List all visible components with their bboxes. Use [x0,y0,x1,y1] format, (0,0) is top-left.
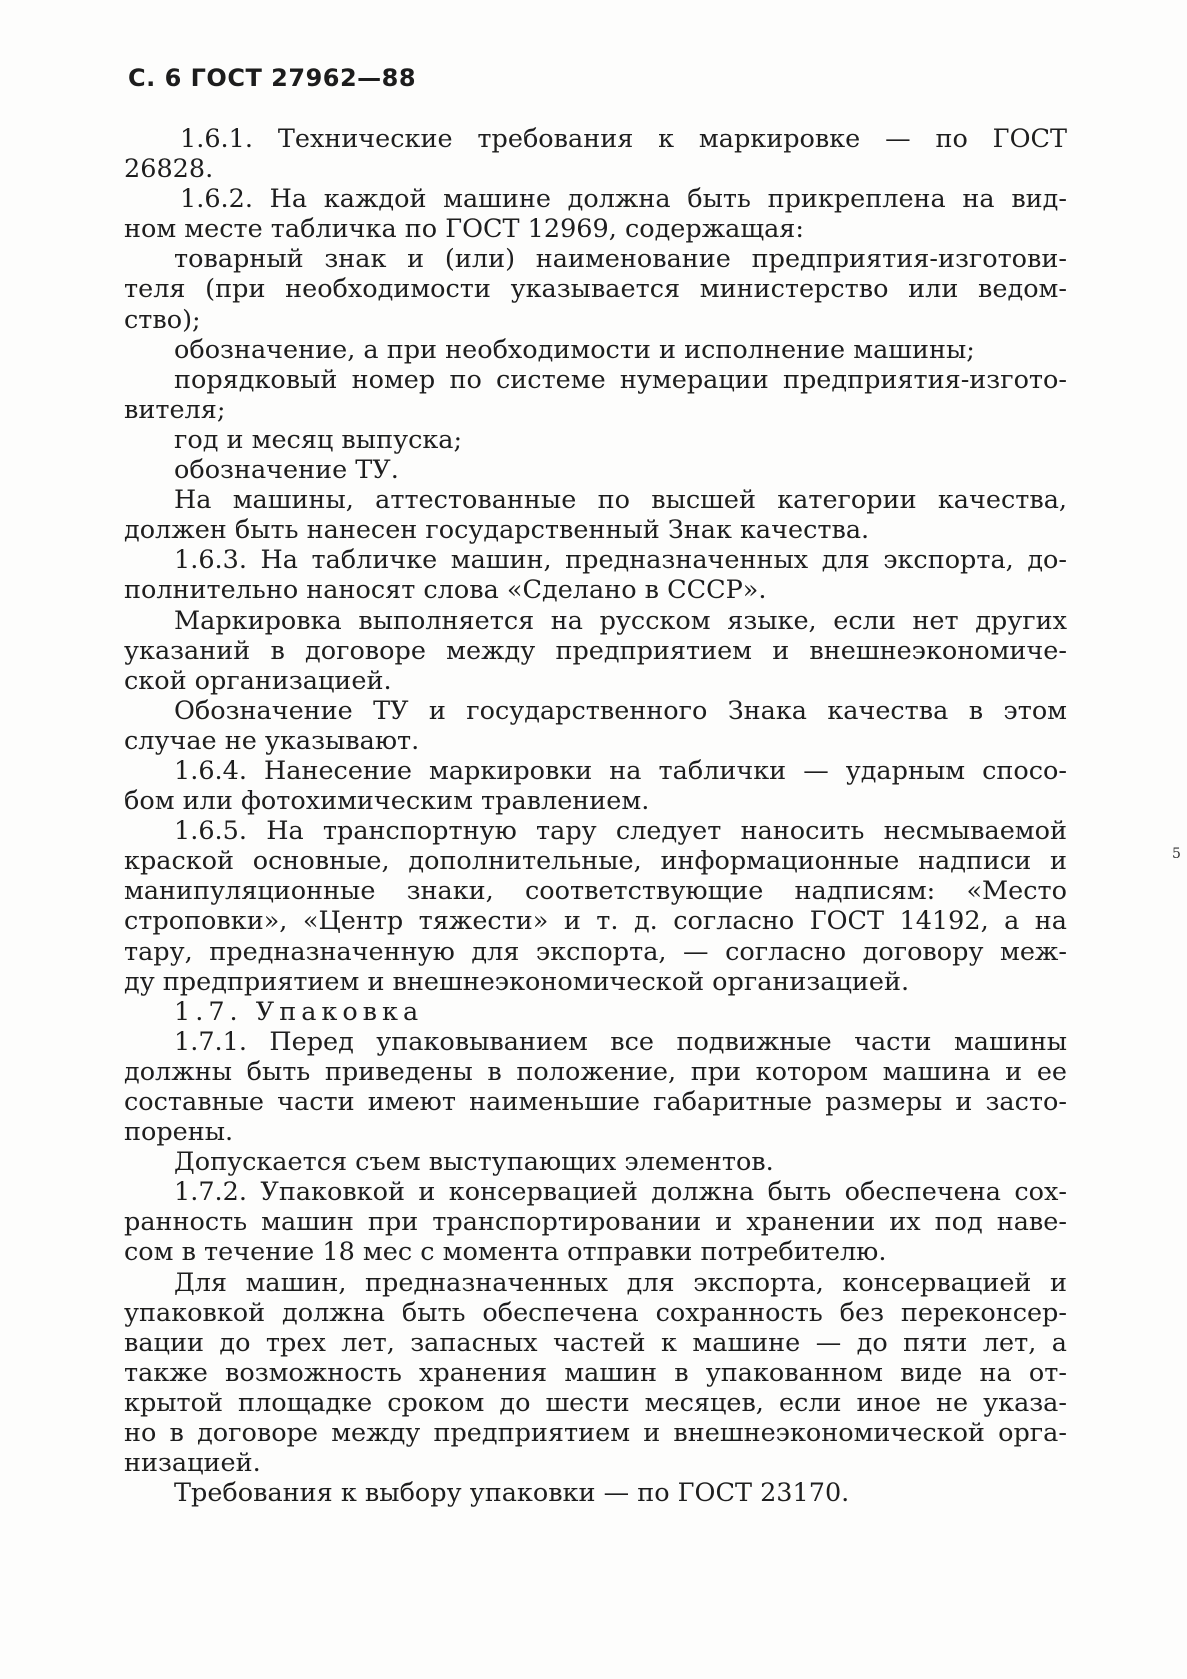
text-line: вации до трех лет, запасных частей к машине — до пяти лет, а [124,1327,1067,1358]
text-line: 1.6.3. На табличке машин, предназначенных для экспорта, до- [174,545,1067,576]
text-line: год и месяц выпуска; [174,424,463,455]
text-line: 1.6.4. Нанесение маркировки на таблички — ударным спосо- [174,755,1067,786]
text-line: 1.6.2. На каждой машине должна быть прикреплена на вид- [180,184,1067,215]
page-header: С. 6 ГОСТ 27962—88 [128,64,417,92]
text-line: обозначение ТУ. [174,455,399,486]
text-line: низацией. [124,1448,261,1479]
text-line: теля (при необходимости указывается министерство или ведом- [124,274,1067,305]
text-line: бом или фотохимическим травлением. [124,786,650,817]
text-line: товарный знак и (или) наименование предприятия-изготови- [174,244,1067,275]
text-line: строповки», «Центр тяжести» и т. д. согласно ГОСТ 14192, а на [124,906,1067,937]
text-line: Маркировка выполняется на русском языке, если нет других [174,605,1067,636]
text-line: должен быть нанесен государственный Знак качества. [124,515,870,546]
text-line: ранность машин при транспортировании и хранении их под наве- [124,1207,1067,1238]
text-line: также возможность хранения машин в упакованном виде на от- [124,1357,1067,1388]
text-line: Требования к выбору упаковки — по ГОСТ 23170. [174,1478,850,1509]
text-line: но в договоре между предприятием и внешнеэкономической орга- [124,1418,1067,1449]
text-line: На машины, аттестованные по высшей категории качества, [174,485,1067,516]
text-line: ном месте табличка по ГОСТ 12969, содержащая: [124,214,804,245]
text-line: манипуляционные знаки, соответствующие надписям: «Место [124,876,1067,907]
document-body [124,124,1067,1508]
text-line: указаний в договоре между предприятием и внешнеэкономиче- [124,635,1067,666]
text-line: порядковый номер по системе нумерации предприятия-изгото- [174,364,1067,395]
text-line: ство); [124,304,201,335]
text-line: вителя; [124,394,226,425]
text-line: краской основные, дополнительные, информационные надписи и [124,846,1067,877]
text-line: Для машин, предназначенных для экспорта, консервацией и [174,1267,1067,1298]
text-line: 26828. [124,154,214,185]
text-line: порены. [124,1117,234,1148]
text-line: 1.6.1. Технические требования к маркировке — по ГОСТ [180,124,1067,154]
text-line: крытой площадке сроком до шести месяцев, если иное не указа- [124,1387,1067,1418]
text-line: упаковкой должна быть обеспечена сохранность без переконсер- [124,1297,1067,1328]
text-line: полнительно наносят слова «Сделано в СССР». [124,575,767,606]
text-line: сом в течение 18 мес с момента отправки потребителю. [124,1237,887,1268]
text-line: тару, предназначенную для экспорта, — согласно договору меж- [124,936,1067,967]
margin-mark: 5 [1172,846,1181,862]
text-line: обозначение, а при необходимости и исполнение машины; [174,334,975,365]
text-line: должны быть приведены в положение, при котором машина и ее [124,1056,1067,1087]
text-line: составные части имеют наименьшие габаритные размеры и засто- [124,1087,1067,1117]
text-line: 1.7.1. Перед упаковыванием все подвижные части машины [174,1026,1067,1057]
section-heading: 1.7. Упаковка [174,996,424,1027]
text-line: ской организацией. [124,665,392,696]
text-line: Обозначение ТУ и государственного Знака качества в этом [174,695,1067,726]
text-line: случае не указывают. [124,725,420,756]
text-line: 1.6.5. На транспортную тару следует наносить несмываемой [174,816,1067,847]
text-line: 1.7.2. Упаковкой и консервацией должна быть обеспечена сох- [174,1177,1067,1208]
text-line: ду предприятием и внешнеэкономической организацией. [124,966,910,997]
text-line: Допускается съем выступающих элементов. [174,1147,774,1178]
